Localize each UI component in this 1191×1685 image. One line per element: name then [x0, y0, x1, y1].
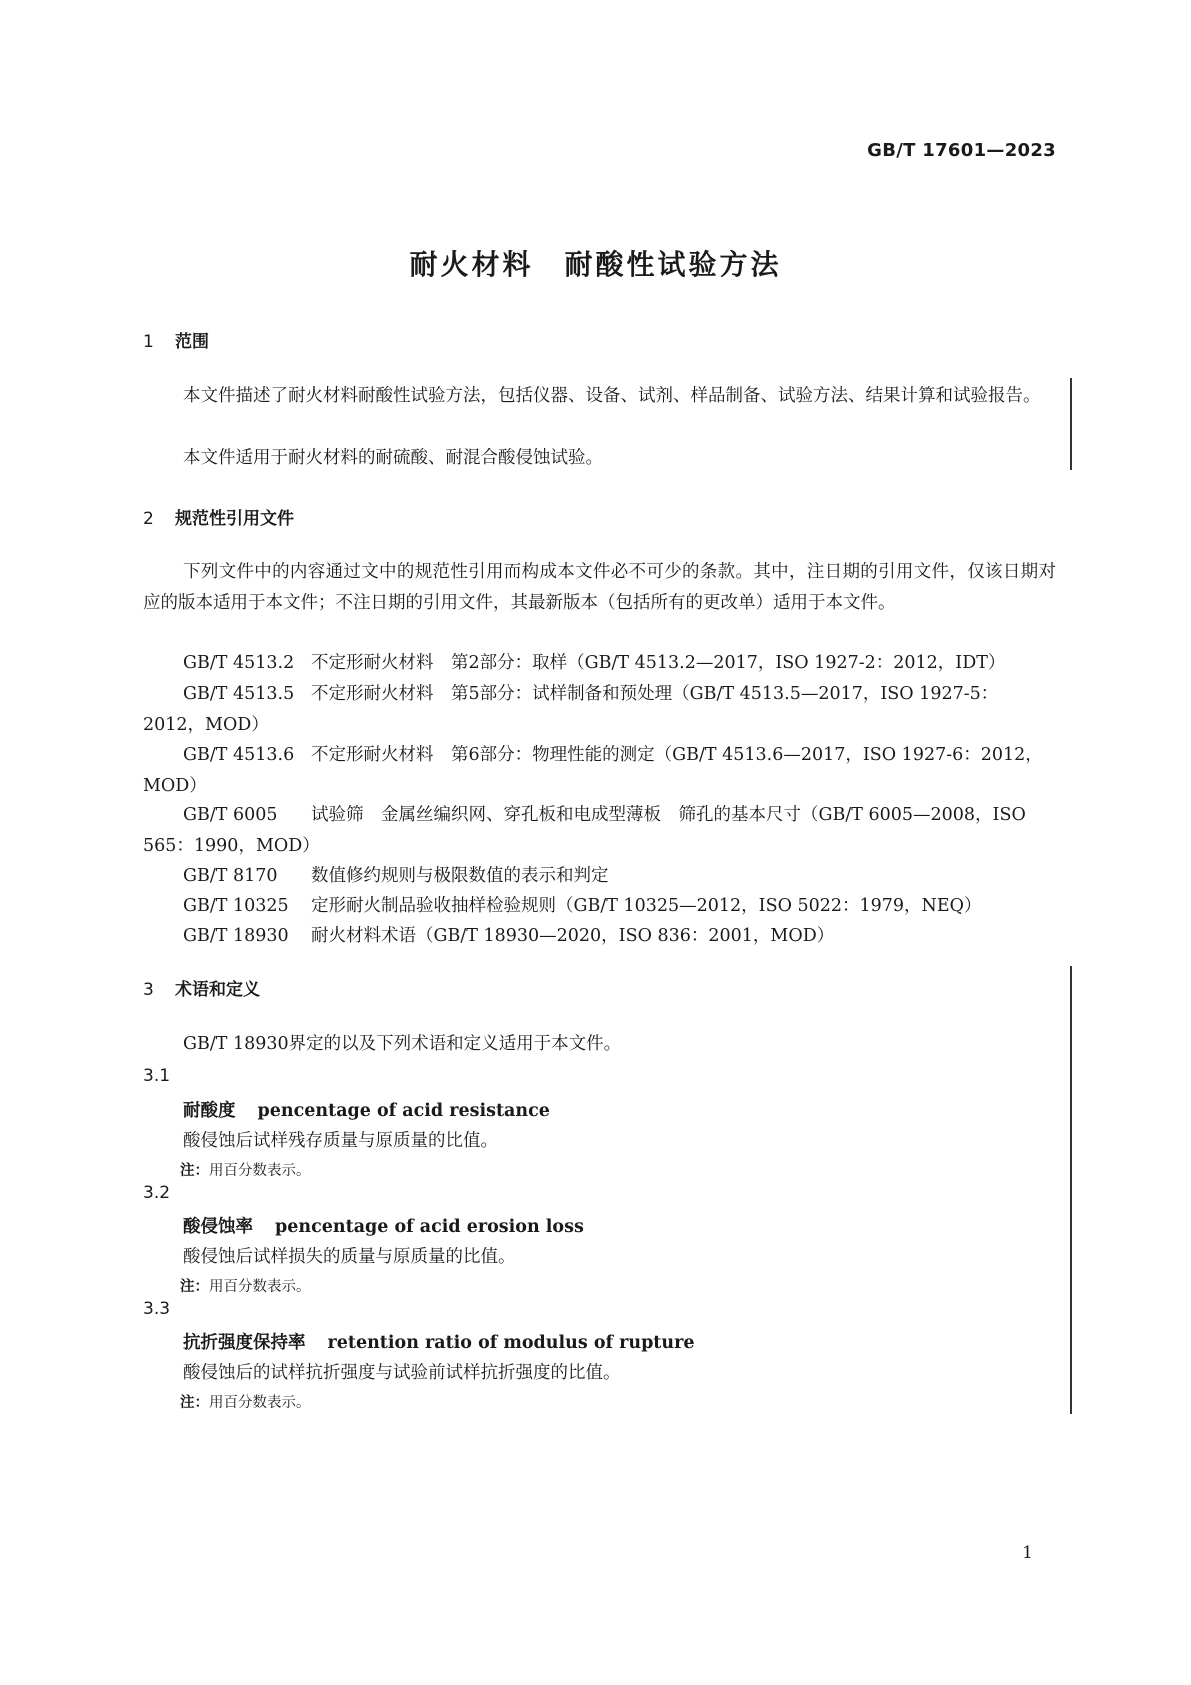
- reference-text: 定形耐火制品验收抽样检验规则（GB/T 10325—2012，ISO 5022：1979，NEQ）: [311, 896, 982, 916]
- change-bar: [1070, 378, 1072, 470]
- scope-paragraph-1: 本文件描述了耐火材料耐酸性试验方法，包括仪器、设备、试剂、样品制备、试验方法、结果计算和试验报告。: [183, 386, 1041, 406]
- term-number: 3.1: [143, 1066, 171, 1086]
- note-label: 注：: [180, 1395, 209, 1411]
- term-zh: 酸侵蚀率: [183, 1217, 253, 1237]
- reference-item: [143, 921, 1056, 952]
- document-title: 耐火材料 耐酸性试验方法: [409, 248, 782, 281]
- section-heading-scope: [143, 327, 209, 352]
- note-text: 用百分数表示。: [209, 1279, 311, 1295]
- term-heading: [183, 1329, 694, 1354]
- term-en: retention ratio of modulus of rupture: [327, 1333, 695, 1353]
- reference-code: GB/T 4513.5: [183, 684, 295, 704]
- section-heading-terms: [143, 975, 260, 1000]
- term-note: [180, 1159, 311, 1180]
- term-definition: 酸侵蚀后的试样抗折强度与试验前试样抗折强度的比值。: [183, 1363, 621, 1383]
- change-bar: [1070, 966, 1072, 1414]
- term-en: pencentage of acid resistance: [257, 1101, 550, 1121]
- note-label: 注：: [180, 1163, 209, 1179]
- reference-code: GB/T 8170: [183, 866, 278, 886]
- reference-code: GB/T 18930: [183, 926, 289, 946]
- reference-item: [143, 740, 1056, 802]
- normative-intro: 下列文件中的内容通过文中的规范性引用而构成本文件必不可少的条款。其中，注日期的引用文件，仅该日期对应的版本适用于本文件；不注日期的引用文件，其最新版本（包括所有的更改单）适用于本文件。: [143, 562, 1056, 613]
- section-title: 术语和定义: [175, 980, 260, 1000]
- note-text: 用百分数表示。: [209, 1163, 311, 1179]
- section-title: 范围: [175, 332, 209, 352]
- term-note: [180, 1391, 311, 1412]
- term-zh: 抗折强度保持率: [183, 1333, 306, 1353]
- term-zh: 耐酸度: [183, 1101, 236, 1121]
- reference-item: [143, 648, 1056, 679]
- reference-item: [143, 891, 1056, 922]
- reference-item: [143, 861, 1056, 892]
- reference-text: 不定形耐火材料 第2部分：取样（GB/T 4513.2—2017，ISO 1927-2：2012，IDT）: [311, 653, 1006, 673]
- reference-code: GB/T 10325: [183, 896, 289, 916]
- term-en: pencentage of acid erosion loss: [275, 1217, 584, 1237]
- section-number: 1: [143, 332, 154, 352]
- page-number: 1: [1022, 1543, 1033, 1563]
- term-number: 3.3: [143, 1299, 171, 1319]
- note-text: 用百分数表示。: [209, 1395, 311, 1411]
- term-definition: 酸侵蚀后试样残存质量与原质量的比值。: [183, 1131, 498, 1151]
- term-definition: 酸侵蚀后试样损失的质量与原质量的比值。: [183, 1247, 516, 1267]
- section-number: 2: [143, 509, 154, 529]
- reference-text: 数值修约规则与极限数值的表示和判定: [311, 866, 609, 886]
- reference-text: 不定形耐火材料 第6部分：物理性能的测定（GB/T 4513.6—2017，ISO 1927-6：2012，MOD）: [143, 745, 1043, 796]
- terms-intro: GB/T 18930界定的以及下列术语和定义适用于本文件。: [183, 1034, 622, 1054]
- term-heading: [183, 1213, 584, 1238]
- reference-code: GB/T 4513.6: [183, 745, 295, 765]
- section-title: 规范性引用文件: [175, 509, 294, 529]
- reference-text: 不定形耐火材料 第5部分：试样制备和预处理（GB/T 4513.5—2017，ISO 1927-5：2012，MOD）: [143, 684, 999, 735]
- term-heading: [183, 1097, 550, 1122]
- note-label: 注：: [180, 1279, 209, 1295]
- term-note: [180, 1275, 311, 1296]
- standard-code: GB/T 17601—2023: [867, 140, 1056, 161]
- reference-text: 试验筛 金属丝编织网、穿孔板和电成型薄板 筛孔的基本尺寸（GB/T 6005—2008，ISO 565：1990，MOD）: [143, 805, 1026, 856]
- term-number: 3.2: [143, 1183, 171, 1203]
- reference-item: [143, 679, 1056, 741]
- reference-code: GB/T 6005: [183, 805, 278, 825]
- reference-item: [143, 800, 1056, 862]
- reference-code: GB/T 4513.2: [183, 653, 295, 673]
- scope-paragraph-2: 本文件适用于耐火材料的耐硫酸、耐混合酸侵蚀试验。: [183, 448, 603, 468]
- section-number: 3: [143, 980, 154, 1000]
- reference-text: 耐火材料术语（GB/T 18930—2020，ISO 836：2001，MOD）: [311, 926, 835, 946]
- section-heading-normative-references: [143, 504, 294, 529]
